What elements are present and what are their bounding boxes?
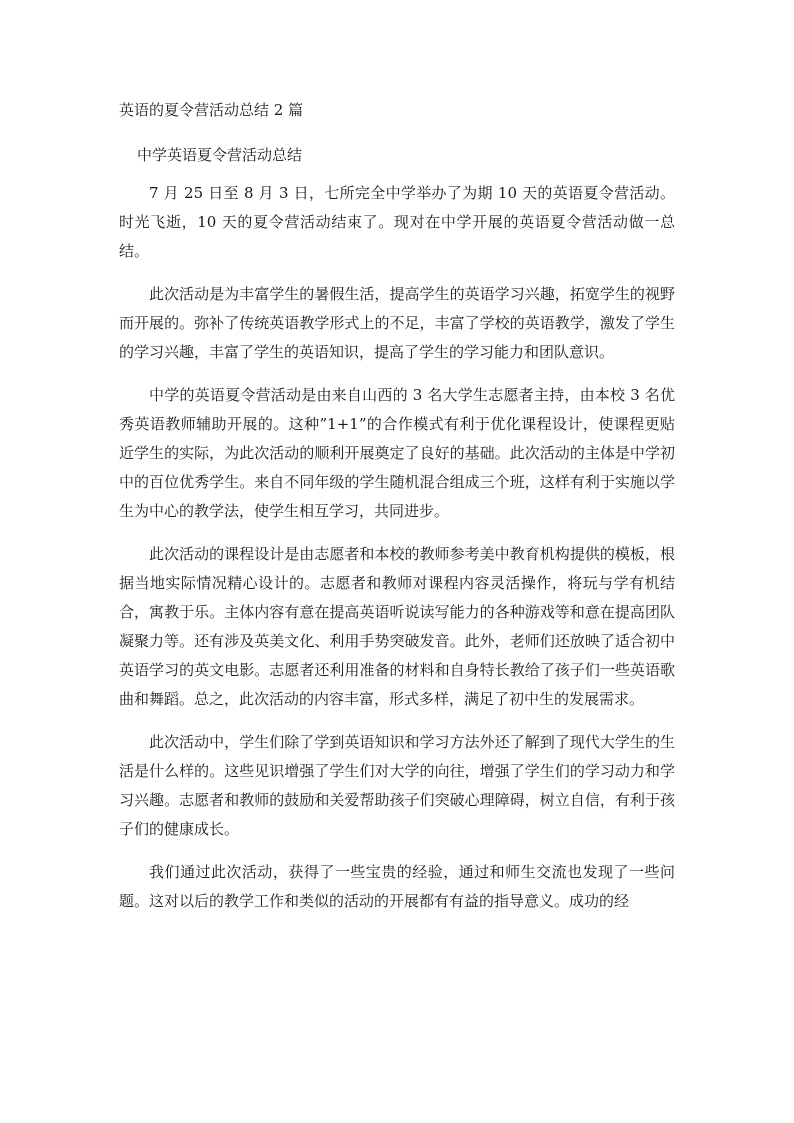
paragraph-3: 中学的英语夏令营活动是由来自山西的 3 名大学生志愿者主持，由本校 3 名优秀英语教师辅助开展的。这种”1+1”的合作模式有利于优化课程设计，使课程更贴近学生的实际，为此次活动的顺利开展奠定了良好的基础。此次活动的主体是中学初中的百位优秀学生。来自不同年级的学生随机混合组成三个班，这样有利于实施以学生为中心的教学法，使学生相互学习，共同进步。 <box>119 386 675 520</box>
paragraph-2: 此次活动是为丰富学生的暑假生活，提高学生的英语学习兴趣，拓宽学生的视野而开展的。弥补了传统英语教学形式上的不足，丰富了学校的英语教学，激发了学生的学习兴趣，丰富了学生的英语知识，提高了学生的学习能力和团队意识。 <box>119 285 675 361</box>
section-title: 中学英语夏令营活动总结 <box>137 146 303 164</box>
paragraph-5: 此次活动中，学生们除了学到英语知识和学习方法外还了解到了现代大学生的生活是什么样的。这些见识增强了学生们对大学的向往，增强了学生们的学习动力和学习兴趣。志愿者和教师的鼓励和关爱帮助孩子们突破心理障碍，树立自信，有利于孩子们的健康成长。 <box>119 733 675 838</box>
document-body <box>119 179 675 930</box>
document-title: 英语的夏令营活动总结 2 篇 <box>119 101 304 119</box>
paragraph-1: 7 月 25 日至 8 月 3 日，七所完全中学举办了为期 10 天的英语夏令营活动。时光飞逝，10 天的夏令营活动结束了。现对在中学开展的英语夏令营活动做一总结。 <box>119 184 675 260</box>
paragraph-4: 此次活动的课程设计是由志愿者和本校的教师参考美中教育机构提供的模板，根据当地实际情况精心设计的。志愿者和教师对课程内容灵活操作，将玩与学有机结合，寓教于乐。主体内容有意在提高英语听说读写能力的各种游戏等和意在提高团队凝聚力等。还有涉及英美文化、利用手势突破发音。此外，老师们还放映了适合初中英语学习的英文电影。志愿者还利用准备的材料和自身特长教给了孩子们一些英语歌曲和舞蹈。总之，此次活动的内容丰富，形式多样，满足了初中生的发展需求。 <box>119 545 675 708</box>
paragraph-6: 我们通过此次活动，获得了一些宝贵的经验，通过和师生交流也发现了一些问题。这对以后的教学工作和类似的活动的开展都有有益的指导意义。成功的经 <box>119 863 675 910</box>
